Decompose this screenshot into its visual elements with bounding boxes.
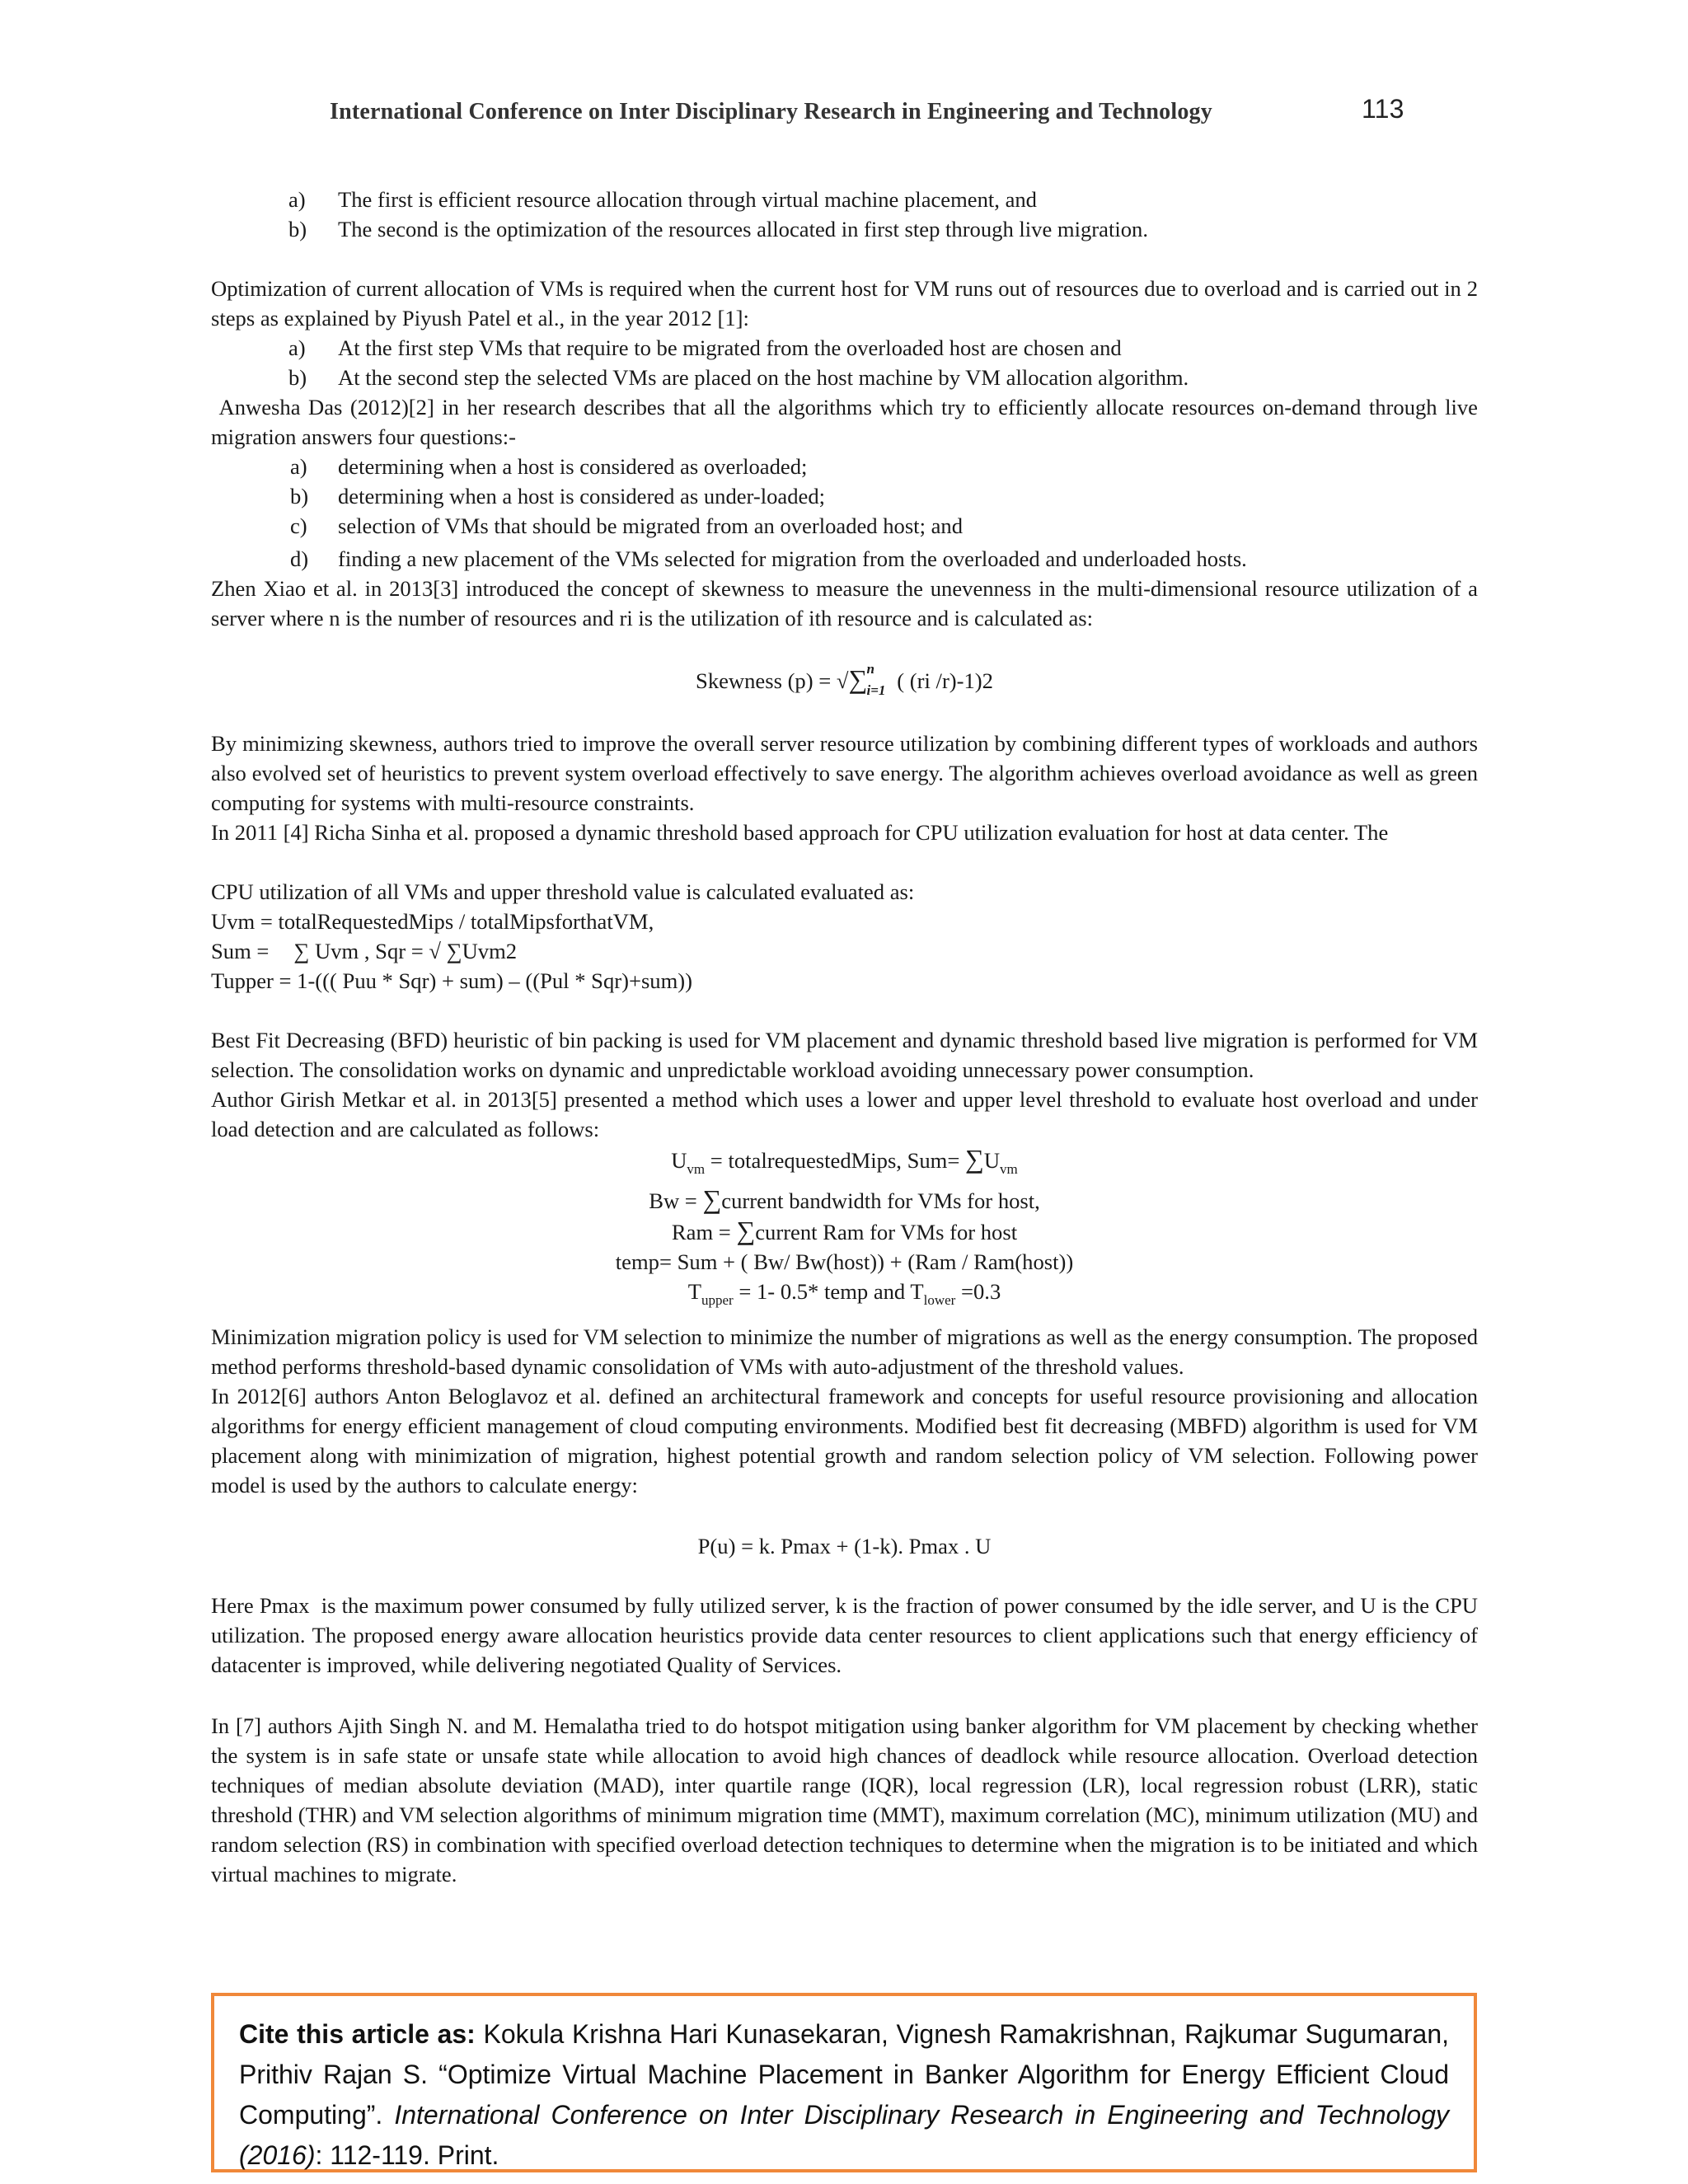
paragraph-pmax: Here Pmax is the maximum power consumed by fully utilized server, k is the fraction of power consumed by the idle server, and U is the CPU utilization. The proposed energy aware allocation heuristics provide data center resources to client applications such that energy efficiency of datacenter is improved, while delivering negotiated Quality of Services.	[211, 1593, 1484, 1677]
main-block-5	[211, 1322, 1478, 1500]
formula-girish	[211, 1144, 1478, 1315]
formula-skewness: Skewness (p) = √∑ n i=1 ( (ri /r)-1)2	[696, 661, 993, 698]
main-block-7	[211, 1711, 1478, 1889]
conference-title: International Conference on Inter Disciplinary Research in Engineering and Technology	[330, 99, 1212, 124]
intro-list	[211, 185, 1478, 244]
questions-list	[211, 452, 1478, 574]
list-item: a) At the first step VMs that require to be migrated from the overloaded host are chosen and	[288, 335, 1122, 360]
paragraph-richa: In 2011 [4] Richa Sinha et al. proposed a dynamic threshold based approach for CPU utilization evaluation for host at data center. The	[211, 820, 1389, 845]
paragraph-minimizing: By minimizing skewness, authors tried to improve the overall server resource utilization by combining different types of workloads and authors also evolved set of heuristics to prevent system overload effectively to save energy. The algorithm achieves overload avoidance as well as green computing for systems with multi-resource constraints.	[211, 731, 1478, 815]
formula-line: $U_{vm}$ = totalrequestedMips, $Sum= \sum U_{vm}$	[671, 1144, 1018, 1177]
list-item: b) The second is the optimization of the resources allocated in first step through live migration.	[288, 217, 1148, 241]
formula-line: Bw = ∑current bandwidth for VMs for host,	[649, 1184, 1040, 1214]
formula-power: P(u) = k. Pmax + (1-k). Pmax . U	[697, 1534, 992, 1558]
main-block-1	[211, 274, 1484, 633]
page-header	[330, 94, 1409, 130]
main-block-4	[211, 1025, 1478, 1144]
citation-box	[211, 1993, 1477, 2172]
list-item: a) The first is efficient resource allocation through virtual machine placement, and	[288, 187, 1037, 212]
list-item: a) determining when a host is considered as overloaded;	[290, 454, 808, 479]
main-block-2	[211, 729, 1478, 847]
paragraph-cpu: CPU utilization of all VMs and upper threshold value is calculated evaluated as:	[211, 879, 915, 904]
citation-label: Cite this article as:	[239, 2019, 476, 2049]
page-number: 113	[1362, 94, 1404, 124]
paragraph-zhen: Zhen Xiao et al. in 2013[3] introduced the concept of skewness to measure the unevenness in the multi-dimensional resource utilization of a server where n is the number of resources and ri is the utilization of ith resource and is calculated as:	[211, 576, 1478, 630]
formula-line: $T_{upper} = 1-$ 0.5* temp and $T_{lower} =0.3$	[687, 1279, 1001, 1308]
citation-pages: : 112-119. Print.	[315, 2140, 499, 2170]
steps-list	[211, 333, 1478, 392]
paragraph-optimization: Optimization of current allocation of VMs is required when the current host for VM runs out of resources due to overload and is carried out in 2 steps as explained by Piyush Patel et al., in the year 2012 [1]:	[211, 276, 1478, 330]
paragraph-anton: In 2012[6] authors Anton Beloglavoz et al. defined an architectural framework and concepts for useful resource provisioning and allocation algorithms for energy efficient management of cloud computing environments. Modified best fit decreasing (MBFD) algorithm is used for VM placement along with minimization of migration, highest potential growth and random selection policy of VM selection. Following power model is used by the authors to calculate energy:	[211, 1384, 1478, 1497]
list-item: b) determining when a host is considered as under-loaded;	[290, 484, 826, 509]
formula-tupper: Tupper = 1-((( Puu * Sqr) + sum) – ((Pul * Sqr)+sum))	[211, 968, 692, 993]
paragraph-girish: Author Girish Metkar et al. in 2013[5] presented a method which uses a lower and upper level threshold to evaluate host overload and under load detection and are calculated as follows:	[211, 1087, 1478, 1141]
paragraph-minimization: Minimization migration policy is used for VM selection to minimize the number of migrations as well as the energy consumption. The proposed method performs threshold-based dynamic consolidation of VMs with auto-adjustment of the threshold values.	[211, 1324, 1478, 1379]
intro-list-block	[211, 185, 1478, 244]
citation-authors: Kokula Krishna Hari Kunasekaran, Vignesh Ramakrishnan, Rajkumar Sugumaran, Prithiv Rajan S. “Optimize Virtual Machine Placement in Banker Algorithm for Energy Efficient Cloud Computing”.	[239, 2019, 1450, 2130]
main-block-3	[211, 877, 1478, 996]
list-item: d) finding a new placement of the VMs selected for migration from the overloaded and underloaded hosts.	[290, 546, 1247, 571]
main-block-6	[211, 1591, 1484, 1680]
formula-uvm: Uvm = totalRequestedMips / totalMipsforthatVM,	[211, 909, 654, 934]
formula-line: temp= Sum + ( Bw/ Bw(host)) + (Ram / Ram(host))	[615, 1249, 1074, 1274]
formula-line: Ram = ∑current Ram for VMs for host	[671, 1216, 1018, 1245]
paragraph-bfd: Best Fit Decreasing (BFD) heuristic of bin packing is used for VM placement and dynamic threshold based live migration is performed for VM selection. The consolidation works on dynamic and unpredictable workload avoiding unnecessary power consumption.	[211, 1028, 1478, 1082]
list-item: c) selection of VMs that should be migrated from an overloaded host; and	[290, 513, 963, 538]
list-item: b) At the second step the selected VMs are placed on the host machine by VM allocation algorithm.	[288, 365, 1189, 390]
paragraph-ajith: In [7] authors Ajith Singh N. and M. Hemalatha tried to do hotspot mitigation using banker algorithm for VM placement by checking whether the system is in safe state or unsafe state while allocation to avoid high chances of deadlock while resource allocation. Overload detection techniques of median absolute deviation (MAD), inter quartile range (IQR), local regression (LR), local regression robust (LRR), static threshold (THR) and VM selection algorithms of minimum migration time (MMT), maximum correlation (MC), minimum utilization (MU) and random selection (RS) in combination with specified overload detection techniques to determine when the migration is to be initiated and which virtual machines to migrate.	[211, 1713, 1478, 1886]
paragraph-anwesha: Anwesha Das (2012)[2] in her research describes that all the algorithms which try to efficiently allocate resources on-demand through live migration answers four questions:-	[211, 395, 1484, 449]
citation-venue: International Conference on Inter Disciplinary Research in Engineering and Technology (2016)	[239, 2100, 1450, 2170]
formula-sum: Sum = ∑ Uvm , Sqr = √ ∑Uvm2	[211, 939, 518, 963]
